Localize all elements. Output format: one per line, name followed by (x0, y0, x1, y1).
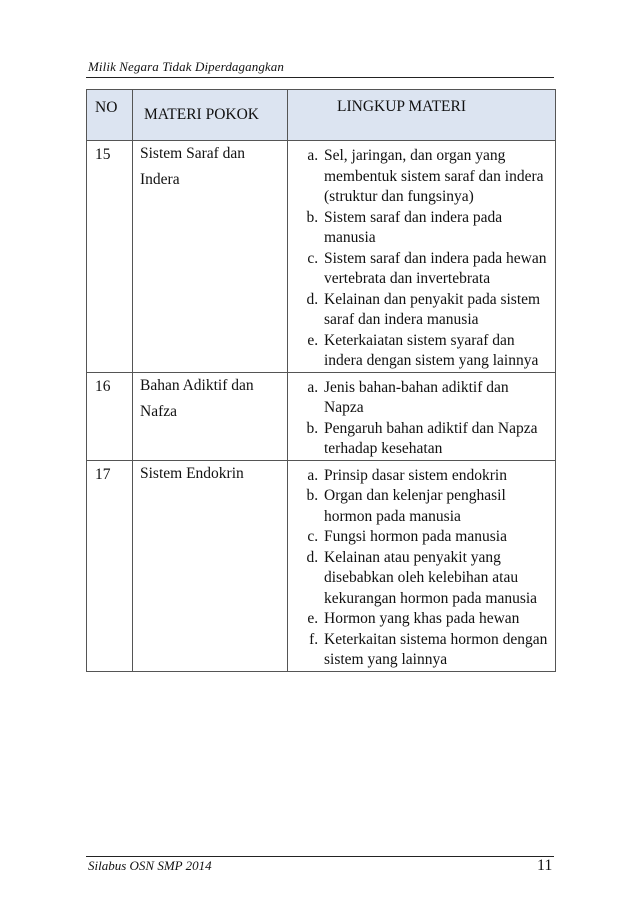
list-item: b. Pengaruh bahan adiktif dan Napza terhadap kesehatan (322, 419, 549, 460)
materi-pokok-text: Sistem Saraf dan Indera (140, 145, 246, 188)
row-number: 16 (87, 372, 133, 460)
column-header-no: NO (87, 90, 133, 141)
lingkup-materi-cell (288, 460, 556, 671)
list-item: e. Hormon yang khas pada hewan (322, 609, 549, 630)
syllabus-table (86, 89, 556, 672)
column-header-lingkup-materi: LINGKUP MATERI (288, 90, 556, 141)
table-row (87, 460, 556, 671)
list-item: e. Keterkaiatan sistem syaraf dan indera dengan sistem yang lainnya (322, 331, 549, 372)
lingkup-materi-list (301, 378, 549, 460)
list-item: d. Kelainan atau penyakit yang disebabkan oleh kelebihan atau kekurangan hormon pada manusia (322, 548, 549, 610)
list-item: a. Jenis bahan-bahan adiktif dan Napza (322, 378, 549, 419)
list-item: b. Sistem saraf dan indera pada manusia (322, 208, 549, 249)
list-item: a. Sel, jaringan, dan organ yang membentuk sistem saraf dan indera (struktur dan fungsinya) (322, 146, 549, 208)
list-item: d. Kelainan dan penyakit pada sistem saraf dan indera manusia (322, 290, 549, 331)
materi-pokok-text: Sistem Endokrin (140, 464, 244, 482)
table-row (87, 141, 556, 373)
materi-pokok-cell (133, 372, 288, 460)
footer-rule (86, 856, 554, 857)
lingkup-materi-cell (288, 141, 556, 373)
column-header-materi-pokok: MATERI POKOK (133, 90, 288, 141)
list-item: b. Organ dan kelenjar penghasil hormon pada manusia (322, 486, 549, 527)
list-item: c. Fungsi hormon pada manusia (322, 527, 549, 548)
materi-pokok-cell (133, 460, 288, 671)
list-item: a. Prinsip dasar sistem endokrin (322, 466, 549, 487)
table-row (87, 372, 556, 460)
row-number: 15 (87, 141, 133, 373)
running-footer: Silabus OSN SMP 2014 (88, 858, 212, 873)
row-number: 17 (87, 460, 133, 671)
lingkup-materi-list (301, 146, 549, 372)
lingkup-materi-cell (288, 372, 556, 460)
materi-pokok-text: Bahan Adiktif dan Nafza (140, 376, 254, 420)
header-rule (86, 77, 554, 78)
running-header: Milik Negara Tidak Diperdagangkan (88, 59, 284, 74)
list-item: f. Keterkaitan sistema hormon dengan sistem yang lainnya (322, 630, 549, 671)
lingkup-materi-list (301, 466, 549, 671)
materi-pokok-cell (133, 141, 288, 373)
page-number: 11 (537, 857, 553, 874)
list-item: c. Sistem saraf dan indera pada hewan vertebrata dan invertebrata (322, 249, 549, 290)
table-header-row (87, 90, 556, 141)
